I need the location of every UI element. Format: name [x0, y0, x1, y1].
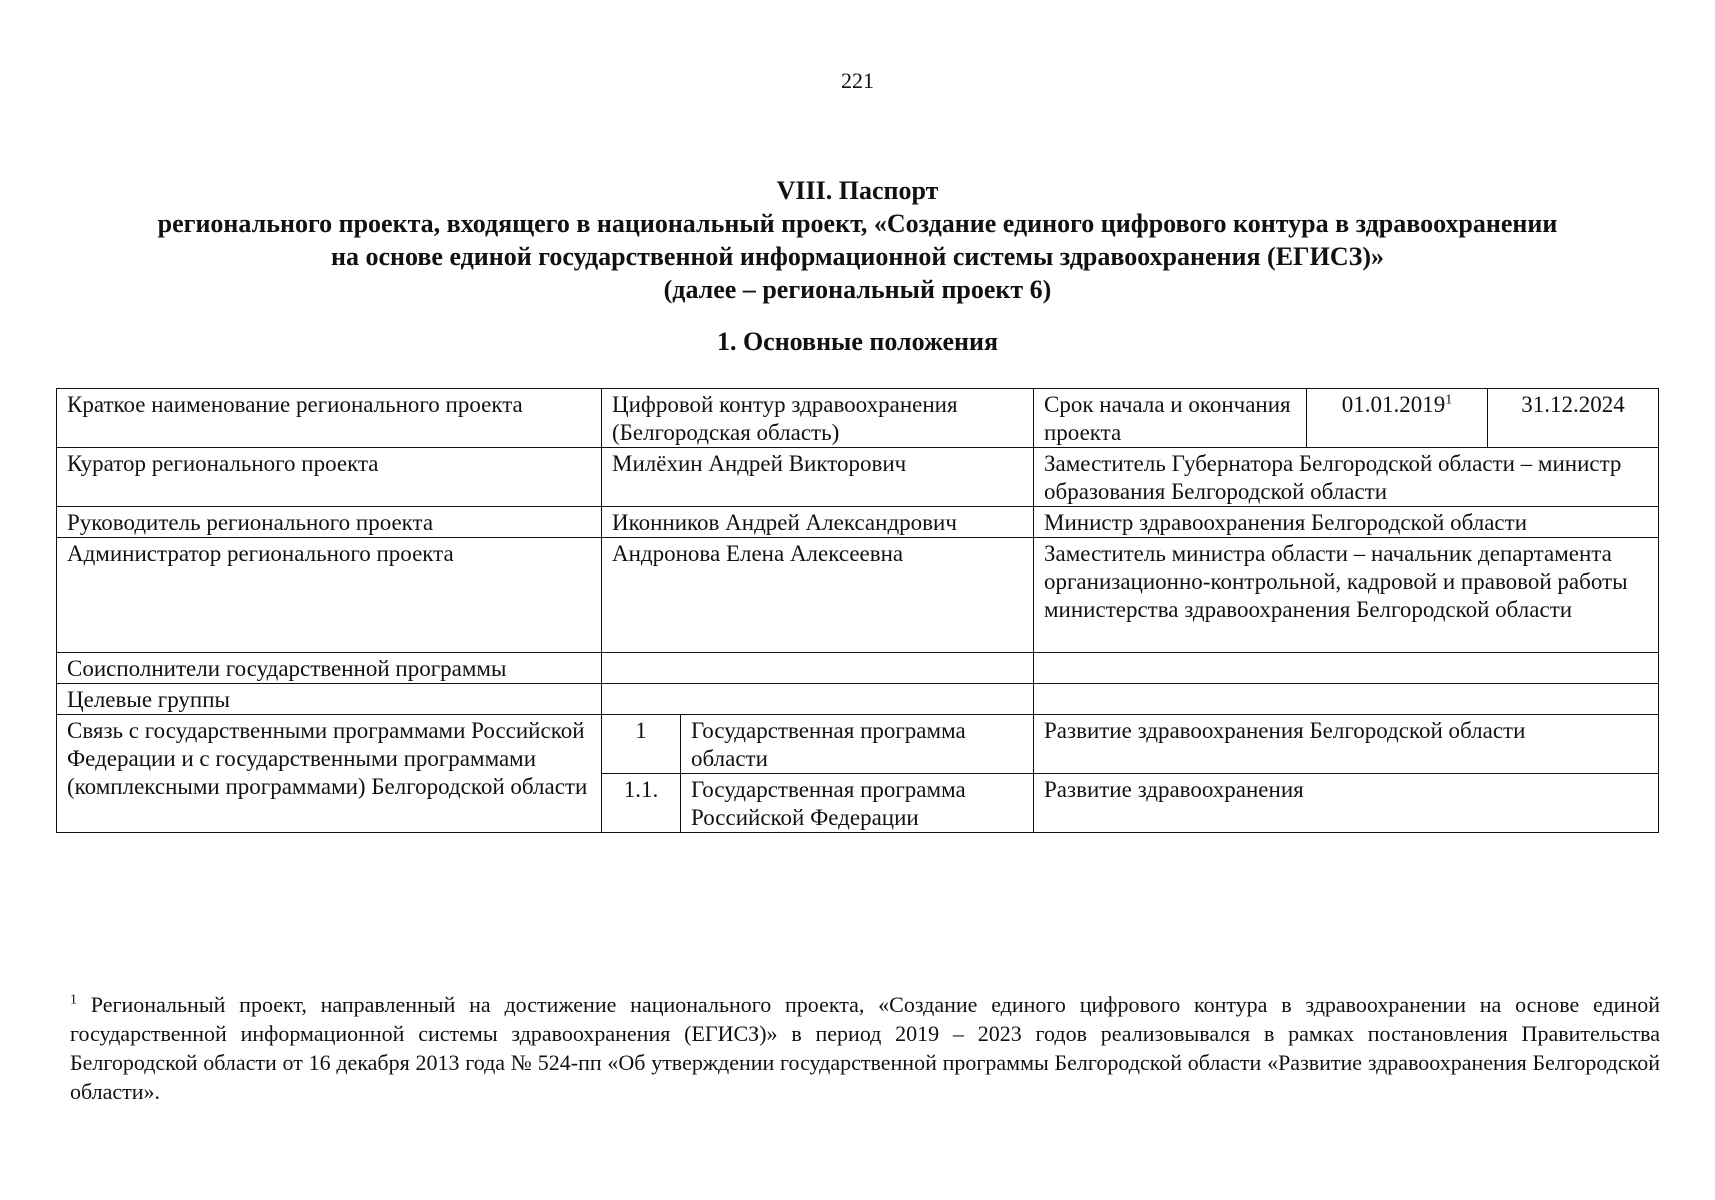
project-end-date: 31.12.2024	[1488, 389, 1659, 448]
section-title: 1. Основные положения	[716, 327, 999, 356]
program-link-type: Государственная программа области	[681, 715, 1034, 774]
title-line-2: регионального проекта, входящего в национальный проект, «Создание единого цифрового контура в здравоохранении	[157, 209, 1558, 238]
program-link-number: 1.1.	[602, 774, 681, 833]
head-name: Иконников Андрей Александрович	[602, 507, 1034, 538]
target-groups-label: Целевые группы	[57, 684, 602, 715]
program-link-number: 1	[602, 715, 681, 774]
co-executors-extra	[1034, 653, 1659, 684]
title-line-1: VIII. Паспорт	[776, 176, 939, 205]
footnote-text: Региональный проект, направленный на достижение национального проекта, «Создание единого цифрового контура в здравоохранении на основе единой государственной информационной системы здравоохранения (ЕГИСЗ)» в период 2019 – 2023 годов реализовывался в рамках постановления Правительства Белгородской области от 16 декабря 2013 года № 524-пп «Об утверждении государственной программы Белгородской области «Развитие здравоохранения Белгородской области».	[70, 992, 1661, 1104]
table-row	[57, 715, 1659, 774]
footnote-ref: 1	[1445, 392, 1453, 408]
project-start-date: 01.01.2019$^1$	[1307, 389, 1488, 448]
footnote-marker: 1	[70, 992, 77, 1008]
table-row	[57, 507, 1659, 538]
co-executors-value	[602, 653, 1034, 684]
administrator-name: Андронова Елена Алексеевна	[602, 538, 1034, 653]
page-number: 221	[841, 68, 874, 93]
footnote	[70, 990, 1660, 1106]
head-label: Руководитель регионального проекта	[57, 507, 602, 538]
administrator-label: Администратор регионального проекта	[57, 538, 602, 653]
table-row	[57, 448, 1659, 507]
target-groups-value	[602, 684, 1034, 715]
curator-position: Заместитель Губернатора Белгородской области – министр образования Белгородской области	[1034, 448, 1659, 507]
program-links-label: Связь с государственными программами Российской Федерации и с государственными программами (комплексными программами) Белгородской области	[57, 715, 602, 833]
title-line-3: на основе единой государственной информационной системы здравоохранения (ЕГИСЗ)»	[331, 242, 1384, 271]
title-line-4: (далее – региональный проект 6)	[663, 275, 1052, 304]
program-link-name: Развитие здравоохранения Белгородской области	[1034, 715, 1659, 774]
project-term-label: Срок начала и окончания проекта	[1034, 389, 1307, 448]
document-title	[60, 174, 1655, 306]
curator-label: Куратор регионального проекта	[57, 448, 602, 507]
co-executors-label: Соисполнители государственной программы	[57, 653, 602, 684]
curator-name: Милёхин Андрей Викторович	[602, 448, 1034, 507]
table-row	[57, 538, 1659, 653]
head-position: Министр здравоохранения Белгородской области	[1034, 507, 1659, 538]
short-name-label: Краткое наименование регионального проекта	[57, 389, 602, 448]
target-groups-extra	[1034, 684, 1659, 715]
table-row	[57, 653, 1659, 684]
table-row	[57, 684, 1659, 715]
administrator-position: Заместитель министра области – начальник департамента организационно-контрольной, кадровой и правовой работы министерства здравоохранения Белгородской области	[1034, 538, 1659, 653]
short-name-value: Цифровой контур здравоохранения (Белгородская область)	[602, 389, 1034, 448]
program-link-type: Государственная программа Российской Федерации	[681, 774, 1034, 833]
program-link-name: Развитие здравоохранения	[1034, 774, 1659, 833]
table-row	[57, 389, 1659, 448]
passport-table	[56, 388, 1659, 833]
